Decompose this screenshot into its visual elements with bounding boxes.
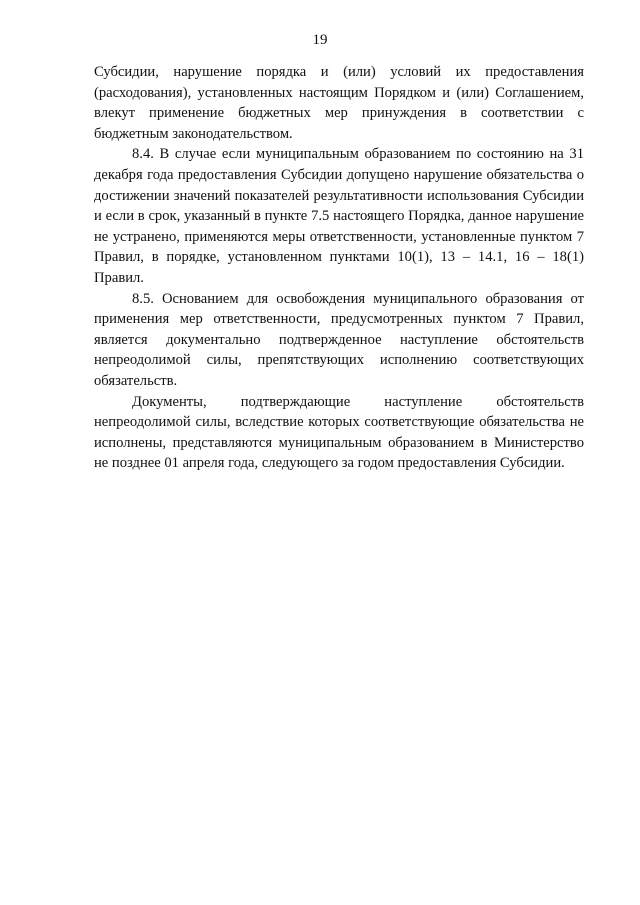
paragraph-continuation: Субсидии, нарушение порядка и (или) условий их предоставления (расходования), установленных настоящим Порядком и (или) Соглашением, влекут применение бюджетных мер принуждения в соответствии с бюджетным законодательством.	[94, 64, 584, 142]
page-number: 19	[312, 32, 328, 48]
paragraph-8-4: 8.4. В случае если муниципальным образованием по состоянию на 31 декабря года предоставления Субсидии допущено нарушение обязательства о достижении значений показателей результативности использования Субсидии и если в срок, указанный в пункте 7.5 настоящего Порядка, данное нарушение не устранено, применяются меры ответственности, установленные пунктом 7 Правил, в порядке, установленном пунктами 10(1), 13 – 14.1, 16 – 18(1) Правил.	[94, 146, 584, 286]
document-body	[94, 62, 584, 474]
paragraph-documents: Документы, подтверждающие наступление обстоятельств непреодолимой силы, вследствие которых соответствующие обязательства не исполнены, представляются муниципальным образованием в Министерство не позднее 01 апреля года, следующего за годом предоставления Субсидии.	[94, 393, 584, 472]
paragraph-8-5: 8.5. Основанием для освобождения муниципального образования от применения мер ответственности, предусмотренных пунктом 7 Правил, является документально подтвержденное наступление обстоятельств непреодолимой силы, препятствующих исполнению соответствующих обязательств.	[94, 290, 584, 389]
